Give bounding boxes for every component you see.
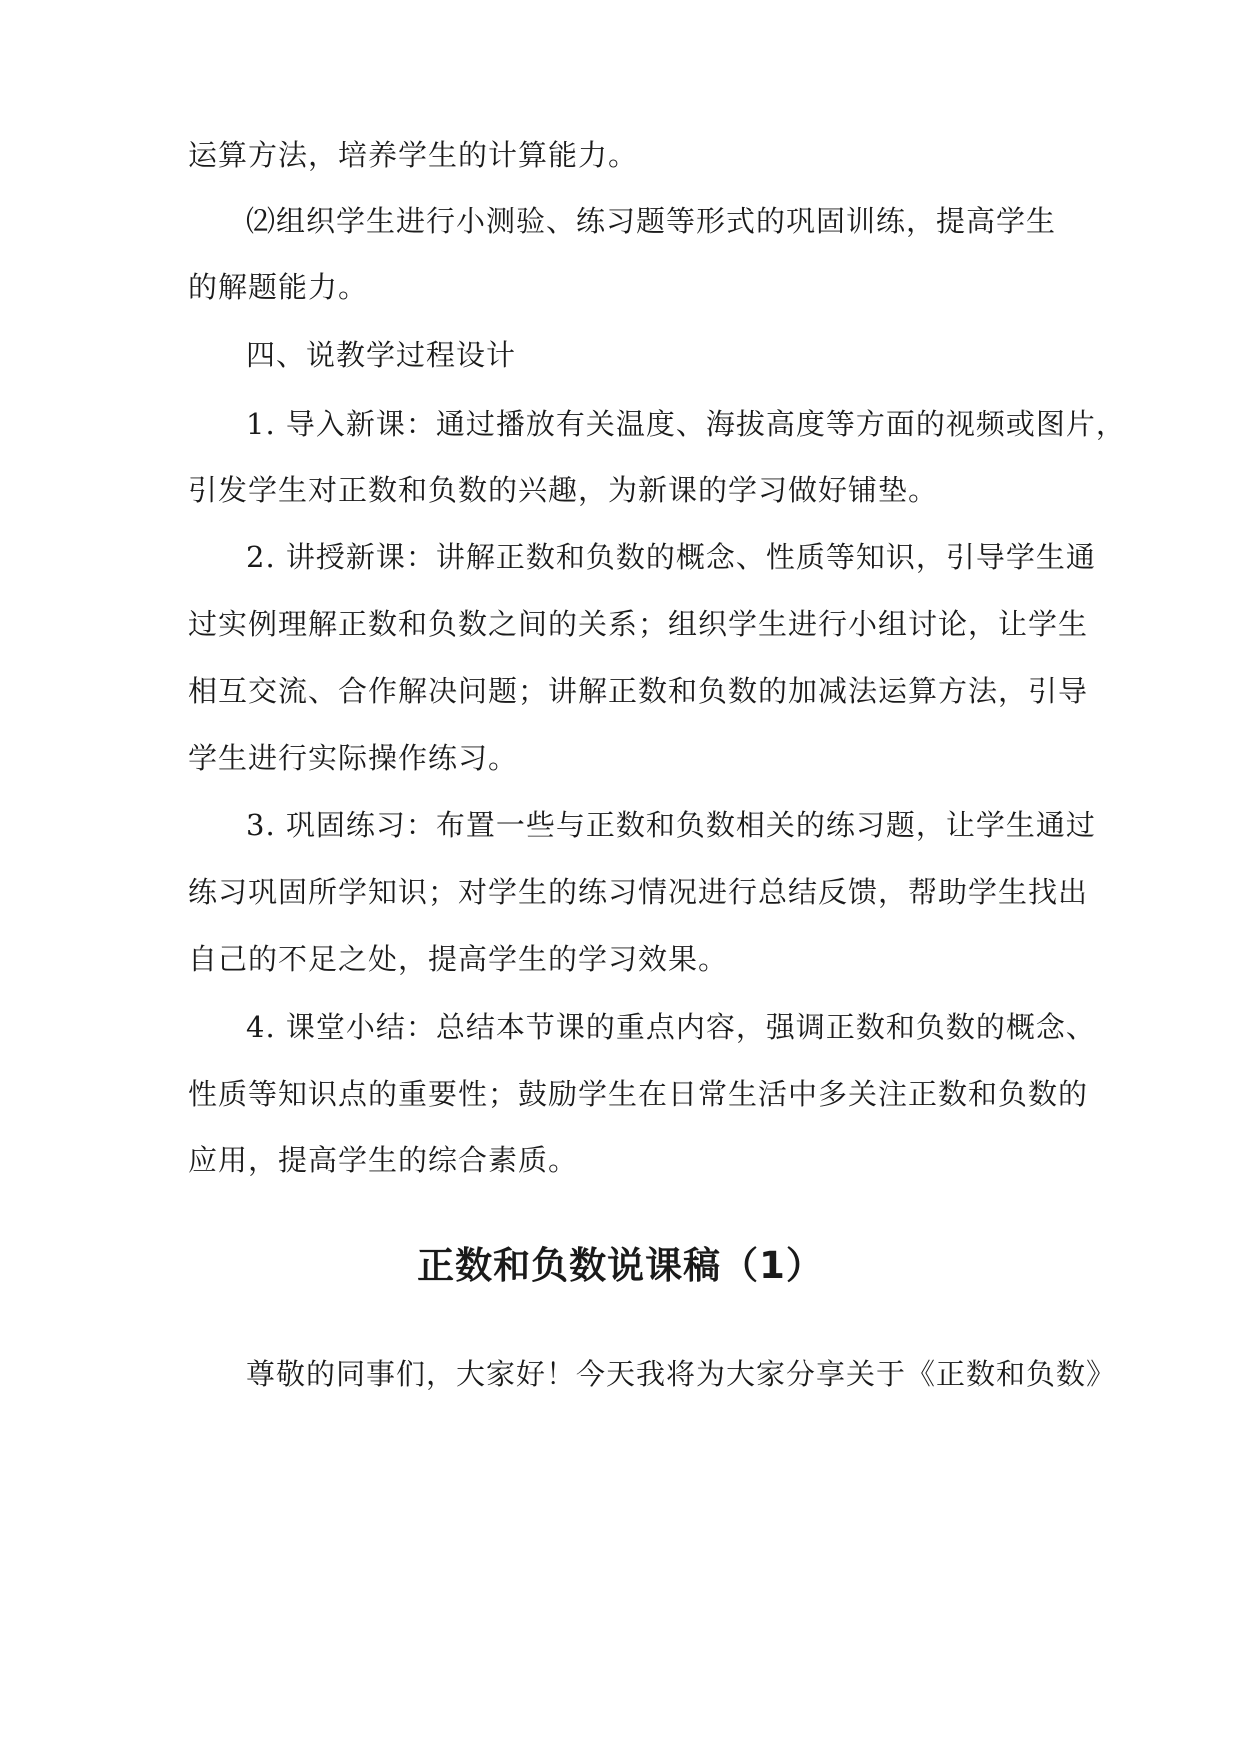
text-line: 引发学生对正数和负数的兴趣，为新课的学习做好铺垫。 [188,473,939,507]
section-title: 正数和负数说课稿（1） [417,1244,824,1287]
text-line: ⑵组织学生进行小测验、练习题等形式的巩固训练，提高学生 [246,204,1057,238]
text-line: 练习巩固所学知识；对学生的练习情况进行总结反馈，帮助学生找出 [188,875,1089,909]
text-line: 1. 导入新课：通过播放有关温度、海拔高度等方面的视频或图片， [246,407,1126,441]
text-line: 运算方法，培养学生的计算能力。 [188,138,639,172]
text-line: 自己的不足之处，提高学生的学习效果。 [188,942,729,976]
text-line: 学生进行实际操作练习。 [188,741,519,775]
text-line: 的解题能力。 [188,270,369,304]
text-line: 性质等知识点的重要性；鼓励学生在日常生活中多关注正数和负数的 [188,1077,1089,1111]
text-line: 过实例理解正数和负数之间的关系；组织学生进行小组讨论，让学生 [188,607,1089,641]
text-line: 相互交流、合作解决问题；讲解正数和负数的加减法运算方法，引导 [188,674,1089,708]
text-line: 4. 课堂小结：总结本节课的重点内容，强调正数和负数的概念、 [246,1010,1096,1044]
text-line: 3. 巩固练习：布置一些与正数和负数相关的练习题，让学生通过 [246,808,1096,842]
subsection-heading: 四、说教学过程设计 [246,338,517,372]
text-line: 2. 讲授新课：讲解正数和负数的概念、性质等知识，引导学生通 [246,540,1096,574]
text-line: 应用，提高学生的综合素质。 [188,1143,579,1177]
intro-line: 尊敬的同事们，大家好！今天我将为大家分享关于《正数和负数》 [246,1357,1117,1391]
